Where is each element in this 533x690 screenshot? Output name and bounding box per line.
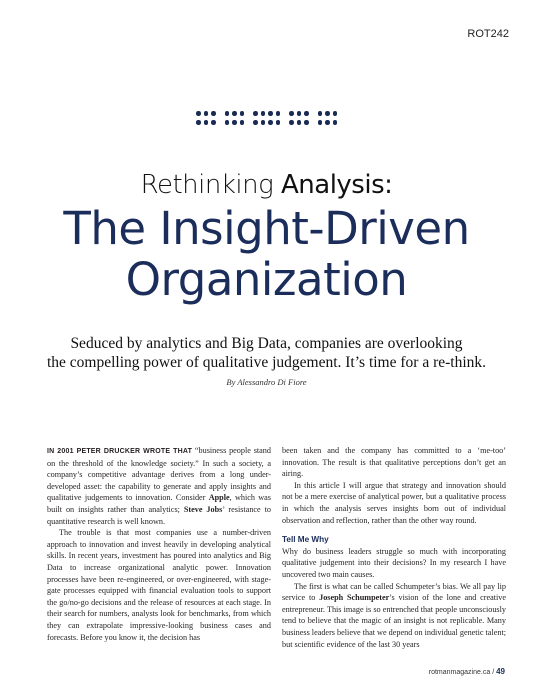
kicker-light: Rethinking bbox=[140, 170, 274, 200]
article-code: ROT242 bbox=[467, 28, 509, 40]
article-deck bbox=[0, 334, 533, 372]
dot bbox=[318, 120, 323, 125]
article-title bbox=[0, 203, 533, 305]
deck-line-1: Seduced by analytics and Big Data, companies are overlooking bbox=[70, 335, 463, 352]
dot bbox=[211, 120, 216, 125]
title-line-1: The Insight-Driven bbox=[63, 202, 470, 255]
dot bbox=[297, 111, 302, 116]
dot-ornament bbox=[0, 111, 533, 125]
dot-group bbox=[196, 111, 216, 125]
text-run: The first is what can be called Schumpeter’s bias. We all pay lip service to bbox=[282, 581, 506, 603]
site-url: rotmanmagazine.ca bbox=[428, 669, 491, 676]
footer-separator: / bbox=[490, 669, 497, 676]
dot bbox=[276, 120, 281, 125]
paragraph: been taken and the company has committed to a ‘me-too’ innovation. The result is that qualitative perceptions don’t get an airing. bbox=[282, 446, 506, 479]
bold-name: Joseph Schumpeter bbox=[319, 593, 390, 603]
text-run: , which was built on insights rather than analytics; bbox=[47, 493, 271, 514]
body-column-right bbox=[282, 445, 506, 650]
dot bbox=[225, 120, 230, 125]
section-heading: Tell Me Why bbox=[282, 535, 329, 545]
dot bbox=[232, 111, 237, 116]
dot bbox=[253, 120, 258, 125]
dot bbox=[297, 120, 302, 125]
dot bbox=[325, 120, 330, 125]
page-number: 49 bbox=[496, 667, 505, 676]
lead-in: IN 2001 PETER DRUCKER WROTE THAT bbox=[47, 448, 193, 455]
dot bbox=[318, 111, 323, 116]
dot bbox=[304, 111, 309, 116]
paragraph: Why do business leaders struggle so much with incorporating qualitative judgement into their decisions? In my research I have uncovered two main causes. bbox=[282, 546, 506, 579]
dot bbox=[276, 111, 281, 116]
dot bbox=[268, 111, 273, 116]
dot bbox=[204, 120, 209, 125]
title-line-2: Organization bbox=[125, 253, 408, 306]
text-run: “business people stand on the threshold of the knowledge society.” In such a society, a company’s competitive advantage derives from a long under-developed asset: the capability to generate and apply insights and qualitative judgements to innovation. Consider bbox=[47, 446, 271, 503]
deck-line-2: the compelling power of qualitative judgement. It’s time for a re-think. bbox=[46, 354, 487, 371]
dot bbox=[333, 111, 338, 116]
dot bbox=[196, 111, 201, 116]
page-footer bbox=[429, 667, 505, 676]
kicker-bold: Analysis: bbox=[281, 170, 393, 200]
dot bbox=[289, 111, 294, 116]
dot-group bbox=[289, 111, 309, 125]
dot bbox=[225, 111, 230, 116]
dot bbox=[211, 111, 216, 116]
text-run: ’s vision of the lone and creative entrepreneur. This image is so entrenched that people unconsciously tend to believe that the magic of an insight is not replicable. Many business leaders believe that we depend on individual genetic talent; but scientific evidence of the last 30 years bbox=[282, 593, 506, 649]
dot bbox=[304, 120, 309, 125]
dot bbox=[240, 111, 245, 116]
dot bbox=[333, 120, 338, 125]
dot-group bbox=[253, 111, 280, 125]
dot bbox=[268, 120, 273, 125]
dot bbox=[253, 111, 258, 116]
dot bbox=[261, 120, 266, 125]
article-kicker bbox=[0, 170, 533, 200]
dot-group bbox=[225, 111, 245, 125]
paragraph bbox=[47, 445, 271, 527]
dot-group bbox=[318, 111, 338, 125]
dot bbox=[325, 111, 330, 116]
paragraph: The trouble is that most companies use a number-driven approach to innovation and invest heavily in developing analytical skills. In recent years, investment has poured into analytics and Big Data to increase organizational analytic power. Innovation processes have been re-engineered, or over-engineered, with stage-gate processes equipped with financial evaluation tools to support the go/no-go decisions and the release of resources at each stage. In their search for numbers, analysts look for benchmarks, from which they can extrapolate impressive-looking business cases and forecasts. Before you know it, the decision has bbox=[47, 528, 271, 642]
dot bbox=[232, 120, 237, 125]
paragraph: In this article I will argue that strategy and innovation should not be a mere exercise of analytical power, but a qualitative process in which the analysis serves insights born out of individual observation and reflection, rather than the other way round. bbox=[282, 480, 506, 525]
body-column-left bbox=[47, 445, 271, 643]
dot bbox=[240, 120, 245, 125]
paragraph bbox=[282, 581, 506, 651]
dot bbox=[204, 111, 209, 116]
dot bbox=[196, 120, 201, 125]
dot bbox=[289, 120, 294, 125]
bold-name: Steve Jobs bbox=[183, 504, 223, 514]
text-run: ’ resistance to quantitative research is well known. bbox=[47, 504, 271, 526]
dot bbox=[261, 111, 266, 116]
bold-name: Apple bbox=[208, 493, 230, 503]
byline: By Alessandro Di Fiore bbox=[226, 377, 307, 387]
